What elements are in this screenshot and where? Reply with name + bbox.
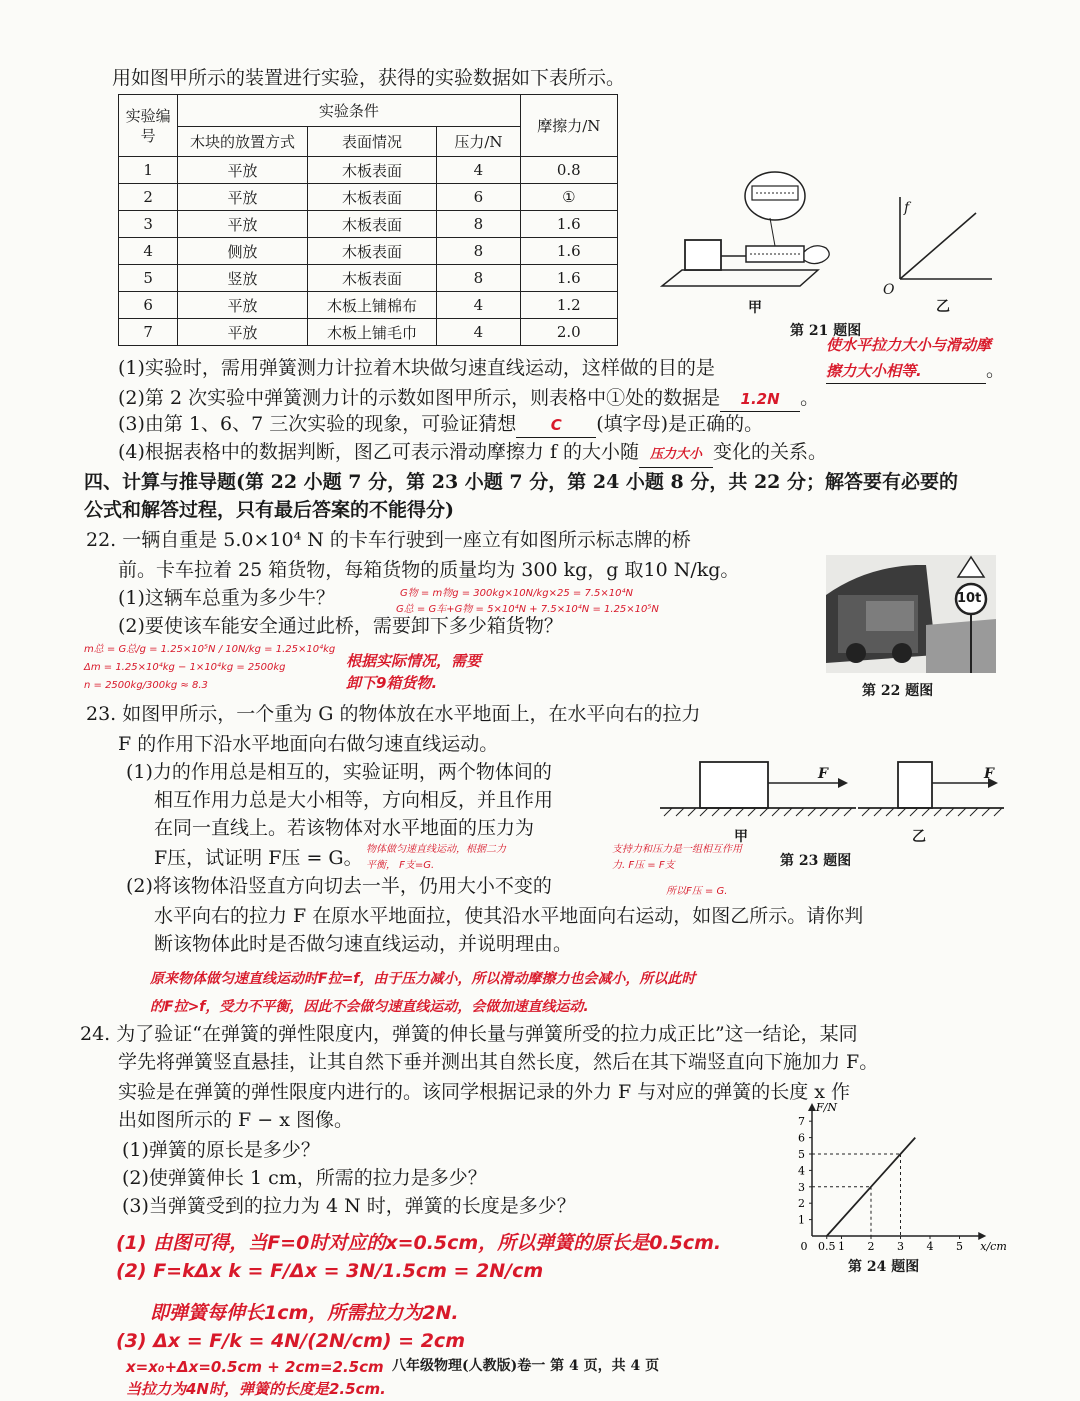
q23-line5: 在同一直线上。若该物体对水平地面的压力为 [154,817,535,839]
q22-hw-f: 根据实际情况，需要 [346,652,482,670]
q24-line7: (3)当弹簧受到的拉力为 4 N 时，弹簧的长度是多少？ [122,1195,576,1217]
q21-p3: (3)由第 1、6、7 三次实验的现象，可验证猜想 C (填字母)是正确的。 [118,412,763,438]
q23-line7: (2)将该物体沿竖直方向切去一半，仍用大小不变的 [126,875,552,897]
q23-line4: 相互作用力总是大小相等，方向相反，并且作用 [154,789,554,811]
q24-hw-5: x=x₀+Δx=0.5cm + 2cm=2.5cm [126,1358,384,1376]
block-yi [898,762,932,808]
x-tick-label: 4 [926,1240,934,1253]
q24-line1: 24. 为了验证“在弹簧的弹性限度内，弹簧的伸长量与弹簧所受的拉力成正比”这一结论，某同 [80,1023,858,1045]
q22-hw-d: Δm = 1.25×10⁴kg − 1×10⁴kg = 2500kg [84,662,286,673]
x-axis-label: x/cm [980,1240,1007,1253]
q24-hw-6: 当拉力为4N时，弹簧的长度是2.5cm. [126,1380,386,1398]
fig23-caption: 第 23 题图 [780,853,852,869]
q24-line3: 实验是在弹簧的弹性限度内进行的。该同学根据记录的外力 F 与对应的弹簧的长度 x 作 [118,1081,851,1103]
header-surface: 表面情况 [307,127,437,157]
section4-header-line1: 四、计算与推导题(第 22 小题 7 分，第 23 小题 7 分，第 24 小题 8 分，共 22 分；解答要有必要的 [84,471,959,493]
q23-line8: 水平向右的拉力 F 在原水平地面拉，使其沿水平地面向右运动，如图乙所示。请你判 [154,905,864,927]
fig21-o-label: O [883,282,895,298]
q24-hw-1: (1) 由图可得，当F=0时对应的x=0.5cm，所以弹簧的原长是0.5cm. [116,1232,722,1254]
q24-line4: 出如图所示的 F − x 图像。 [118,1109,353,1131]
y-tick-label: 6 [798,1131,805,1145]
fig23-jia-f-label: F [818,766,828,782]
y-tick-label: 2 [798,1197,805,1211]
x-tick-label: 1 [838,1240,845,1253]
fig23-yi-f-label: F [984,766,994,782]
sign-text: 10t [957,591,982,606]
q24-line6: (2)使弹簧伸长 1 cm，所需的拉力是多少？ [122,1167,487,1189]
section4-header-line2: 公式和解答过程，只有最后答案的不能得分) [84,499,454,521]
y-tick-label: 3 [798,1180,805,1194]
q21-p1-answer-a: 使水平拉力大小与滑动摩 [826,336,992,354]
y-tick-label: 5 [798,1148,805,1161]
y-axis-arrow [808,1103,816,1111]
header-friction: 摩擦力/N [520,95,617,157]
q24-hw-3: 即弹簧每伸长1cm，所需拉力为2N. [150,1302,459,1324]
header-no: 实验编号 [119,95,178,157]
block-jia [700,762,768,808]
q23-hw-a2: 平衡， F支=G. [366,860,435,871]
header-force: 压力/N [437,127,520,157]
q23-hw-b2: 力. F压 = F支 [612,860,675,871]
q23-line3: (1)力的作用总是相互的，实验证明，两个物体间的 [126,761,552,783]
q24-line5: (1)弹簧的原长是多少？ [122,1139,320,1161]
q22-hw-g: 卸下9箱货物. [346,674,438,692]
x-tick-label: 0.5 [818,1240,836,1253]
q23-hw-c: 所以F压 = G. [666,886,728,897]
q23-hw-a1: 物体做匀速直线运动，根据二力 [366,844,506,855]
page-footer: 八年级物理(人教版)卷一 第 4 页，共 4 页 [392,1358,660,1374]
q23-hw-d1: 原来物体做匀速直线运动时F拉=f，由于压力减小，所以滑动摩擦力也会减小，所以此时 [150,971,696,987]
fig21-f-label: f [904,200,910,216]
q23-line9: 断该物体此时是否做匀速直线运动，并说明理由。 [154,933,573,955]
q24-line2: 学先将弹簧竖直悬挂，让其自然下垂并测出其自然长度，然后在其下端竖直向下施加力 F。 [118,1051,879,1073]
q21-p1-blank: 擦力大小相等. 。 [826,358,1005,384]
q23-line1: 23. 如图甲所示，一个重为 G 的物体放在水平地面上，在水平向右的拉力 [86,703,701,725]
fig22-truck-bridge [826,555,996,675]
fig23-jia-label: 甲 [734,829,748,845]
x-tick-label: 3 [897,1240,904,1253]
fx-chart [770,1100,1020,1270]
y-tick-label: 7 [798,1115,805,1129]
table-row: 2 平放 木板表面 6 ① [119,184,618,211]
x-tick-label: 2 [867,1240,875,1253]
x-tick-label: 5 [956,1240,963,1253]
q22-line2: 前。卡车拉着 25 箱货物，每箱货物的质量均为 300 kg，g 取10 N/kg。 [118,559,740,581]
q22-hw-a: G物 = m物g = 300kg×10N/kg×25 = 7.5×10⁴N [400,588,633,599]
q21-p1: (1)实验时，需用弹簧测力计拉着木块做匀速直线运动，这样做的目的是 [118,357,715,379]
fig21-yi-line [900,213,976,279]
q23-hw-d2: 的F拉>f，受力不平衡，因此不会做匀速直线运动，会做加速直线运动. [150,999,589,1015]
fig21-jia-apparatus [660,160,820,320]
fig21-caption: 第 21 题图 [790,323,862,339]
x-tick-label: 0 [800,1240,808,1253]
q24-hw-2: (2) F=kΔx k = F/Δx = 3N/1.5cm = 2N/cm [116,1260,544,1282]
header-mode: 木块的放置方式 [178,127,308,157]
header-conditions: 实验条件 [178,95,520,127]
q22-hw-b: G总 = G车+G物 = 5×10⁴N + 7.5×10⁴N = 1.25×10⁵N [396,604,659,615]
table-row: 3 平放 木板表面 8 1.6 [119,211,618,238]
fig21-jia-label: 甲 [748,300,762,316]
fig21-yi-label: 乙 [936,299,950,315]
fig22-caption: 第 22 题图 [862,683,934,699]
q21-p4: (4)根据表格中的数据判断，图乙可表示滑动摩擦力 f 的大小随 压力大小 变化的关系。 [118,440,827,468]
q24-hw-4: (3) Δx = F/k = 4N/(2N/cm) = 2cm [116,1330,465,1352]
table-row: 4 侧放 木板表面 8 1.6 [119,238,618,265]
table-row: 6 平放 木板上铺棉布 4 1.2 [119,292,618,319]
q23-line2: F 的作用下沿水平地面向右做匀速直线运动。 [118,733,499,755]
q22-line1: 22. 一辆自重是 5.0×10⁴ N 的卡车行驶到一座立有如图所示标志牌的桥 [86,529,691,551]
q23-line6: F压，试证明 F压 = G。 [154,847,363,869]
fig24-caption: 第 24 题图 [848,1259,920,1275]
y-tick-label: 4 [798,1164,805,1178]
x-axis-arrow [978,1232,986,1240]
y-axis-label: F/N [816,1101,837,1114]
experiment-table [118,94,618,346]
table-row: 1 平放 木板表面 4 0.8 [119,157,618,184]
series-line [827,1138,916,1236]
fig23-jia [658,758,858,818]
q21-intro: 用如图甲所示的装置进行实验，获得的实验数据如下表所示。 [112,67,626,89]
table-row: 5 竖放 木板表面 8 1.6 [119,265,618,292]
q23-hw-b1: 支持力和压力是一组相互作用 [612,844,742,855]
q22-line4: (2)要使该车能安全通过此桥，需要卸下多少箱货物？ [118,615,563,637]
q22-hw-c: m总 = G总/g = 1.25×10⁵N / 10N/kg = 1.25×10⁴kg [84,644,336,655]
q22-line3: (1)这辆车总重为多少牛？ [118,587,335,609]
q21-p2: (2)第 2 次实验中弹簧测力计的示数如图甲所示，则表格中①处的数据是 1.2N 。 [118,386,819,412]
y-tick-label: 1 [798,1213,805,1227]
table-row: 7 平放 木板上铺毛巾 4 2.0 [119,319,618,346]
fig21-yi-graph [880,195,1000,305]
fig23-yi-label: 乙 [912,829,926,845]
q22-hw-e: n = 2500kg/300kg ≈ 8.3 [84,680,208,691]
